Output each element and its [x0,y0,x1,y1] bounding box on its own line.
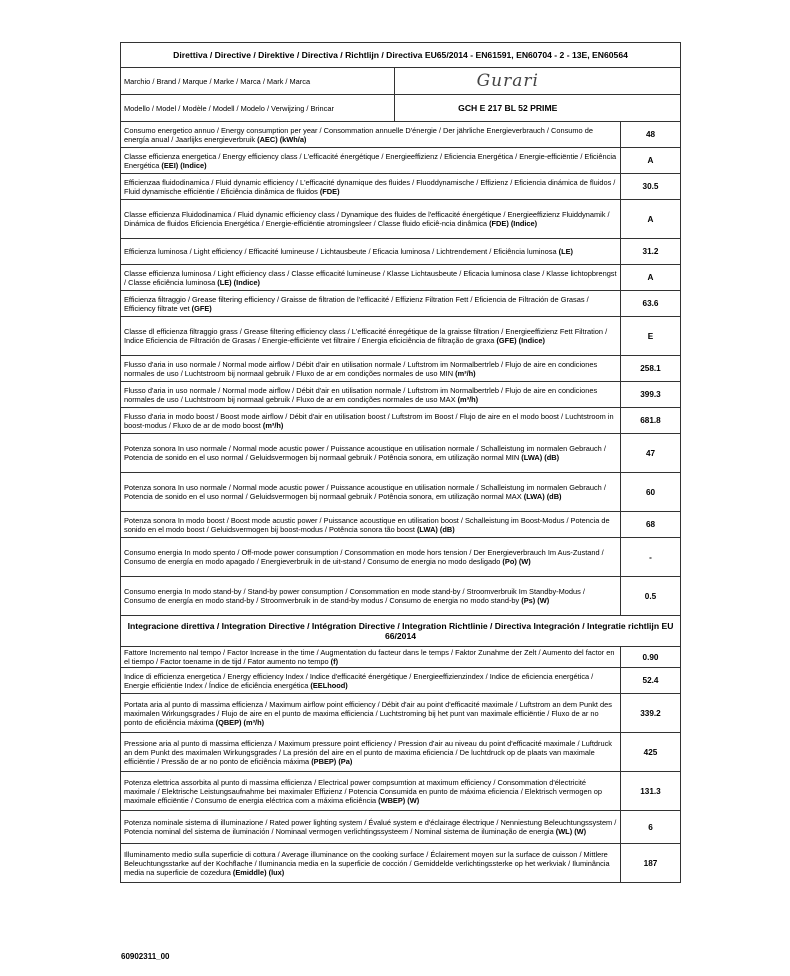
spec-unit: (LWA) (dB) [416,524,455,534]
spec-unit: (EELhood) [310,680,348,690]
integration-row [121,616,681,647]
spec-label-text: Fattore Incremento nal tempo / Factor Increase in the time / Augmentation du facteur dans le temps / Faktor Zunahme der Zelt / Aumento del factor en el tiempo / Factor toename in de tijd / Fator aumento no tempo [124,648,615,666]
spec-value: 681.8 [621,408,681,434]
spec-value: 52.4 [621,668,681,694]
spec-row [121,408,681,434]
spec-value: 131.3 [621,772,681,811]
spec-value: 187 [621,844,681,883]
spec-label-text: Efficienza luminosa / Light efficiency / Efficacité lumineuse / Lichtausbeute / Eficacia luminosa / Lichtrendement / Eficiência luminosa [124,247,557,256]
spec-label [121,291,621,317]
spec-unit: (GFE) [191,303,212,313]
spec-label-text: Potenza nominale sistema di illuminazione / Rated power lighting system / Évalué system e d'éclairage électrique / Nenniestung Beleuchtungssystem / Potencia nominal del sistema de iluminación / Nominaal vermogen verlichtingssysteem / Nominal sistema de iluminação de energia [124,818,617,836]
specs-table [120,42,681,883]
spec-label-text: Consumo energia In modo spento / Off-mode power consumption / Consommation en mode hors tension / Der Energieverbrauch Im Aus-Zustand / Consumo de energía en modo apagado / Energieverbruik in de uit-stand / Consumo de energia no modo desligado [124,548,604,566]
spec-label-text: Flusso d'aria in modo boost / Boost mode airflow / Débit d'air en utilisation boost / Luftstrom im Boost / Flujo de aire en el modo boost / Luchtstroom in boost-modus / Fluxo de ar de modo boost [124,411,614,430]
spec-row [121,356,681,382]
spec-value: - [621,538,681,577]
spec-label [121,647,621,668]
spec-value: 399.3 [621,382,681,408]
spec-unit: (GFE) (Indice) [496,336,545,345]
spec-label-text: Potenza sonora In modo boost / Boost mode acustic power / Puissance acoustique en utilisation boost / Schalleistung im Boost-Modus / Potencia de sonido en el modo boost / Geluidsvermogen bij boost-modus / Potência sonora tão boost [124,515,610,534]
spec-label [121,148,621,174]
spec-value: 0.90 [621,647,681,668]
integration-header: Integracione direttiva / Integration Directive / Intégration Directive / Integration Richtlinie / Directiva Integración / Integratie richtlijn EU 66/2014 [121,616,681,647]
brand-row [121,68,681,95]
spec-unit: (Emiddle) (lux) [232,867,285,877]
spec-value: 6 [621,811,681,844]
spec-label-text: Classe dl efficienza filtraggio grass / Grease filtering efficiency class / L'efficacité énregétique de la graisse filtration / Energieeffizienz Fett Filtration / Indice Eficiencia de Filtración de Grasas / Energie-efficiënte vet filtraire / Energia eficiciência de filtração de graxa [124,327,608,345]
spec-row [121,577,681,616]
spec-row [121,668,681,694]
model-row [121,95,681,122]
spec-value: 30.5 [621,174,681,200]
spec-label-text: Flusso d'aria in uso normale / Normal mode airflow / Débit d'air en utilisation normale / Luftstrom im Normalbertrleb / Flujo de aire en condiciones normales de uso / Luchtstroom bij normaal gebruik / Fluxo de ar em condições normales de uso MIN [124,359,598,378]
spec-label [121,265,621,291]
spec-label [121,811,621,844]
spec-value: E [621,317,681,356]
spec-unit: (m³/h) [457,394,479,404]
spec-label-text: Efficienzaa fluidodinamica / Fluid dynamic efficiency / L'efficacité dynamique des fluides / Fluoddynamische / Effizienz / Eficiencia dinámica de fluidos / Fluid dynamische efficiëntie / Eficiência dinâmica de fluidos [124,177,616,196]
spec-value: 0.5 [621,577,681,616]
spec-row [121,512,681,538]
spec-unit: (QBEP) (m³/h) [215,717,265,727]
spec-row [121,200,681,239]
energy-label-sheet [120,42,680,883]
spec-label [121,733,621,772]
spec-label [121,844,621,883]
spec-unit: (LWA) (dB) [523,492,562,501]
spec-row [121,733,681,772]
spec-label-text: Classe efficienza luminosa / Light efficiency class / Classe efficacité lumineuse / Klasse Lichtausbeute / Eficacia luminosa clase / Klasse lichtopbrengst / Classe eficiência luminosa [124,268,617,287]
spec-label-text: Flusso d'aria in uso normale / Normal mode airflow / Débit d'air en utilisation normale / Luftstrom im Normalbertrleb / Flujo de aire en condiciones normales de uso / Luchtstroom bij normaal gebruik / Fluxo de ar em condições normales de uso MAX [124,385,598,404]
spec-row [121,382,681,408]
spec-unit: (f) [330,657,339,666]
spec-label-text: Consumo energetico annuo / Energy consumption per year / Consommation annuelle D'énergie / Der jährliche Energieverbrauch / Consumo de energía anual / Jaarlijks energieverbruik [124,125,593,144]
spec-label [121,772,621,811]
spec-label [121,174,621,200]
spec-row [121,122,681,148]
spec-label-text: Indice di efficienza energetica / Energy efficiency Index / Indice d'efficacité énergétique / Energieeffizienzindex / Indice de eficiencia energética / Energie efficiëntie Index / Índice de eficiência energética [124,671,594,690]
spec-unit: (WL) (W) [555,827,587,836]
spec-label [121,200,621,239]
spec-unit: (LE) [558,247,574,256]
spec-unit: (PBEP) (Pa) [311,756,353,766]
spec-label [121,434,621,473]
spec-label-text: Potenza sonora In uso normale / Normal mode acustic power / Puissance acoustique en utilisation normale / Schalleistung im normalen Gebrauch / Potencia de sonido en el uso normal / Geluidsvermogen bij normaal gebruik / Potência sonora, em utilização normal MIN [124,444,606,462]
brand-label: Marchio / Brand / Marque / Marke / Marca / Mark / Marca [124,76,311,86]
spec-row [121,538,681,577]
directive-row [121,43,681,68]
spec-row [121,844,681,883]
spec-row [121,265,681,291]
spec-label [121,239,621,265]
spec-value: 47 [621,434,681,473]
spec-value: 48 [621,122,681,148]
spec-unit: (Ps) (W) [521,596,550,605]
spec-label-text: Potenza sonora In uso normale / Normal mode acustic power / Puissance acoustique en utilisation normale / Schalleistung im normalen Gebrauch / Potencia de sonido en el uso normal / Geluidsvermogen bij normaal gebruik / Potência sonora, em utilização normal MAX [124,483,606,501]
spec-label [121,694,621,733]
spec-row [121,647,681,668]
spec-value: 339.2 [621,694,681,733]
spec-label-text: Consumo energia In modo stand-by / Stand-by power consumption / Consommation en mode stand-by / Stroomverbruik Im Standby-Modus / Consumo de energía en modo stand-by / Stroomverbruik in de stand-by modus / Consumo de energia no modo stand-by [124,587,585,605]
spec-value: 68 [621,512,681,538]
spec-row [121,317,681,356]
spec-row [121,291,681,317]
spec-row [121,694,681,733]
spec-row [121,174,681,200]
spec-label-text: Classe efficienza Fluidodinamica / Fluid dynamic efficiency class / Dynamique des fluides de l'efficacité énergétique / Energieeffizienz Fluiddynamik / Dinámica de fluidos Eficiencia Energética / Energie-efficiëntie atromingsleer / Classe fluido eficiê-ncia dinâmica [124,210,610,228]
spec-label-text: Portata aria al punto di massima efficienza / Maximum airflow point efficiency / Débit d'air au point d'efficacité maximale / Luftstrom an dem Punkt des maximalen Wirkungsgrades / Flujo de aire en el punto de maxima efficiencia / Luchtstroming bij het punt van maximale efficiëntie / Fluxo de ar no ponto de eficiência máxima [124,699,612,727]
spec-row [121,473,681,512]
spec-label-text: Potenza elettrica assorbita al punto di massima efficienza / Electrical power compsumtion at maximum efficiency / Consommation d'électricité maximale / Elektrische Leistungsaufnahme bei maximaler Effizienz / Potencia Consumida en punto de máxima eficiencia / Elektrisch vermogen op maximale efficiëntie / Consumo de energia eléctrica com a máxima eficiência [124,777,603,805]
spec-unit: (LE) (Indice) [217,277,260,287]
spec-unit: (m³/h) [455,368,476,378]
spec-label [121,382,621,408]
spec-row [121,811,681,844]
spec-label [121,538,621,577]
spec-unit: (Po) (W) [502,557,531,566]
spec-label [121,577,621,616]
spec-label-text: Classe efficienza energetica / Energy efficiency class / L'efficacité énergétique / Energieeffizienz / Eficiencia Energética / Energie-efficiëntie / Eficiência Energética [124,151,617,170]
spec-value: 31.2 [621,239,681,265]
brand-logo: Gurari [394,68,621,94]
spec-label [121,408,621,434]
model-label: Modello / Model / Modèle / Modell / Modelo / Verwijzing / Brincar [124,103,334,113]
document-code: 60902311_00 [121,952,170,961]
spec-label-text: Illuminamento medio sulla superficie di cottura / Average illuminance on the cooking surface / Éclairement moyen sur la surface de cuisson / Mittlere Beleuchtungsstarke auf der Kochflache / Iluminancia media en la superficie de cocción / Gemiddelde verlichtingssterke op het werkviak / Iluminância media na superficie de cozedura [124,849,610,877]
directive-header: Direttiva / Directive / Direktive / Directiva / Richtlijn / Directiva EU65/2014 - EN61591, EN60704 - 2 - 13E, EN60564 [121,43,681,68]
spec-value: 60 [621,473,681,512]
spec-value: A [621,265,681,291]
spec-row [121,148,681,174]
spec-row [121,239,681,265]
spec-row [121,772,681,811]
spec-unit: (FDE) [319,186,340,196]
spec-value: 425 [621,733,681,772]
spec-unit: (WBEP) (W) [378,795,420,805]
spec-value: A [621,200,681,239]
spec-value: A [621,148,681,174]
spec-value: 63.6 [621,291,681,317]
spec-label [121,122,621,148]
spec-label-text: Pressione aria al punto di massima efficienza / Maximum pressure point efficiency / Pression d'air au niveau du point d'efficacité maximale / Luftdruck an dem Punkt des maximalen Wirkungsgrades / La presión del aire en el punto de maxima eficiencia / De luchtdruck op de plaats van maximale efficiëntie / Pressão de ar no ponto de eficiência máxima [124,738,612,766]
spec-label [121,512,621,538]
spec-label-text: Efficienza filtraggio / Grease filtering efficiency / Graisse de filtration de l'efficacité / Effizienz Filtration Fett / Eficiencia de Filtración de Grasas / Efficiency filtrate vet [124,294,589,313]
spec-unit: (m³/h) [262,420,284,430]
spec-row [121,434,681,473]
spec-value: 258.1 [621,356,681,382]
spec-unit: (EEI) (Indice) [161,160,207,170]
spec-label [121,317,621,356]
spec-label [121,668,621,694]
spec-unit: (AEC) (kWh/a) [257,134,307,144]
spec-label [121,356,621,382]
spec-unit: (LWA) (dB) [521,453,560,462]
spec-unit: (FDE) (Indice) [489,219,538,228]
spec-label [121,473,621,512]
model-value: GCH E 217 BL 52 PRIME [394,95,621,121]
